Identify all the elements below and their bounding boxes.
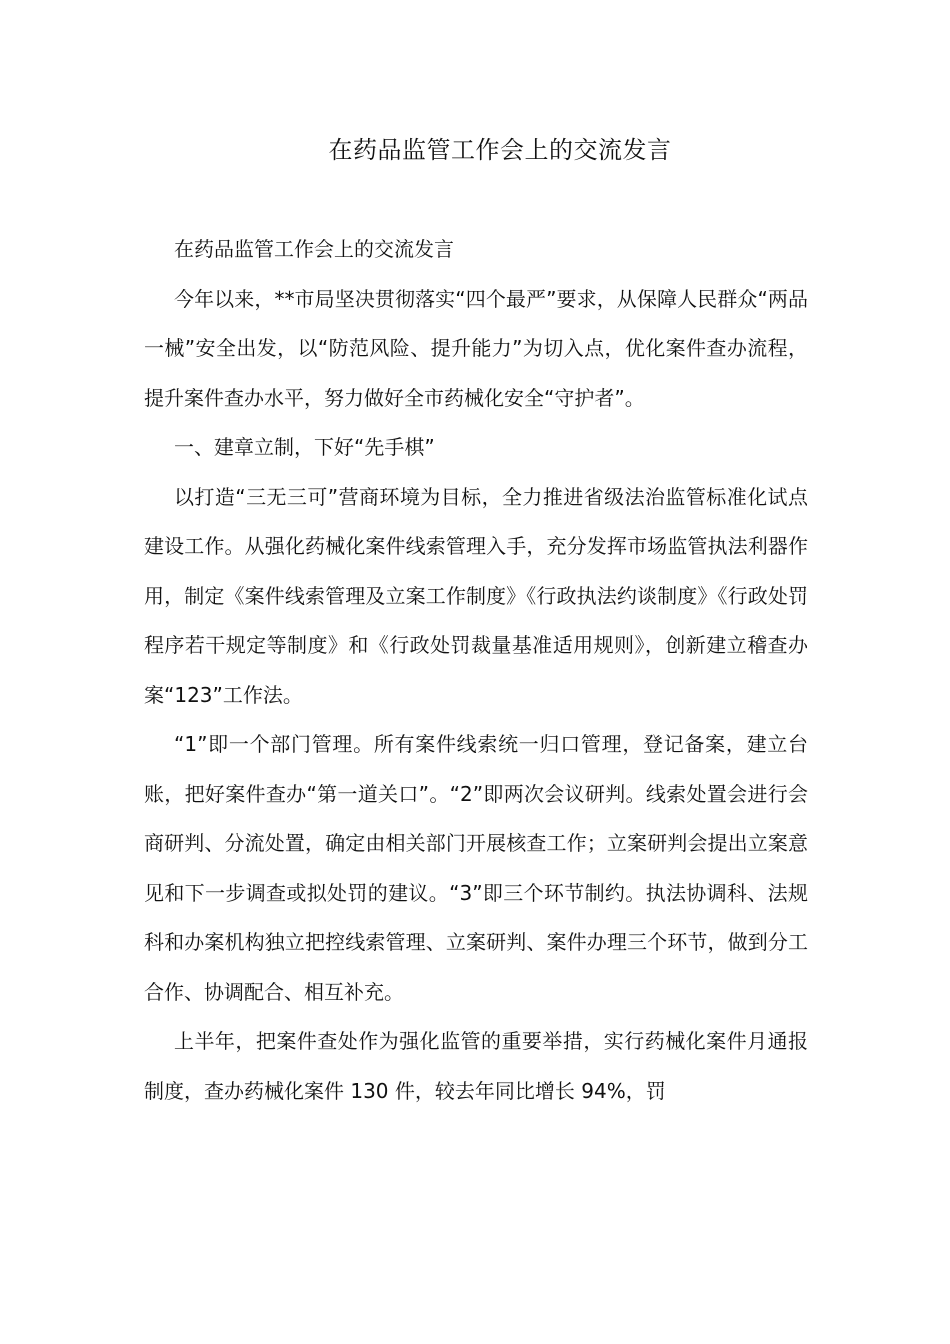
body-paragraph: 上半年，把案件查处作为强化监管的重要举措，实行药械化案件月通报制度，查办药械化案件 130 件，较去年同比增长 94%，罚	[144, 1029, 808, 1103]
section-heading: 一、建章立制，下好“先手棋”	[174, 435, 435, 459]
document-title: 在药品监管工作会上的交流发言	[328, 136, 672, 164]
intro-paragraph: 今年以来，**市局坚决贯彻落实“四个最严”要求，从保障人民群众“两品一械”安全出发，以“防范风险、提升能力”为切入点，优化案件查办流程，提升案件查办水平，努力做好全市药械化安全“守护者”。	[144, 286, 808, 410]
body-paragraph: “1”即一个部门管理。所有案件线索统一归口管理，登记备案，建立台账，把好案件查办“第一道关口”。“2”即两次会议研判。线索处置会进行会商研判、分流处置，确定由相关部门开展核查工作；立案研判会提出立案意见和下一步调查或拟处罚的建议。“3”即三个环节制约。执法协调科、法规科和办案机构独立把控线索管理、立案研判、案件办理三个环节，做到分工合作、协调配合、相互补充。	[144, 732, 808, 1004]
subtitle-paragraph: 在药品监管工作会上的交流发言	[174, 237, 454, 261]
body-paragraph: 以打造“三无三可”营商环境为目标，全力推进省级法治监管标准化试点建设工作。从强化药械化案件线索管理入手，充分发挥市场监管执法利器作用，制定《案件线索管理及立案工作制度》《行政执法约谈制度》《行政处罚程序若干规定等制度》和《行政处罚裁量基准适用规则》，创新建立稽查办案“123”工作法。	[144, 484, 808, 707]
document-body	[144, 225, 808, 1116]
